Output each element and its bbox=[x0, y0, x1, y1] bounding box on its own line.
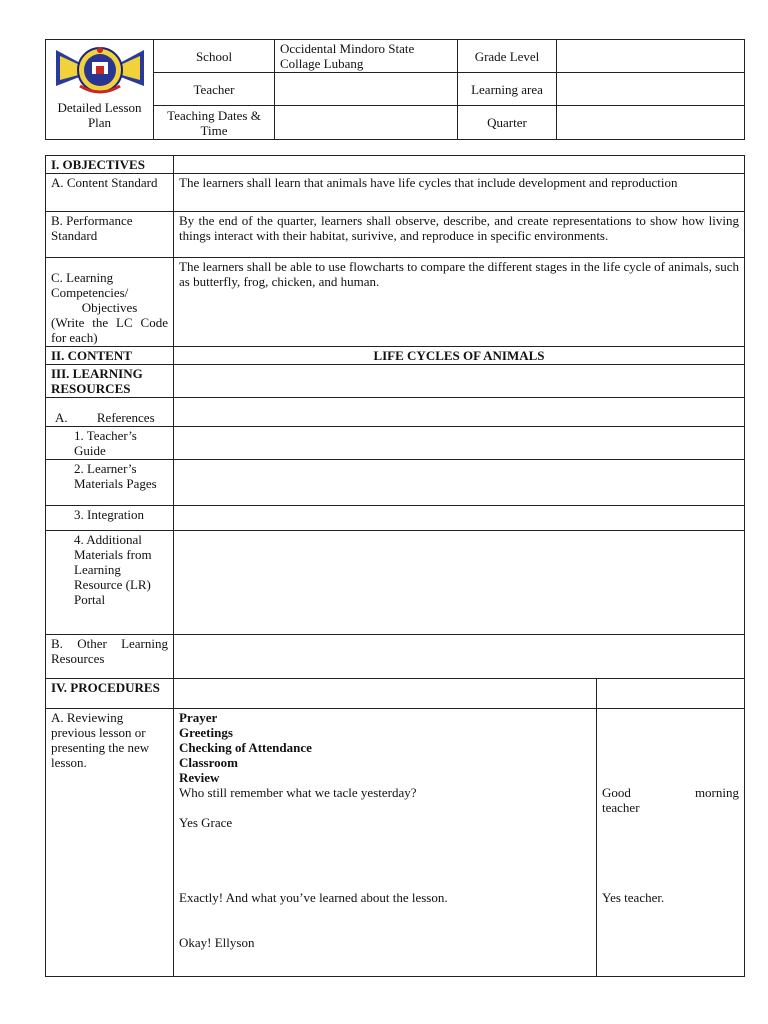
resource-value-integration[interactable] bbox=[174, 506, 745, 531]
resources-heading-cell bbox=[174, 365, 745, 398]
resource-num: 2. bbox=[74, 461, 84, 476]
quarter-label: Quarter bbox=[458, 106, 557, 140]
greetings-line: Greetings bbox=[179, 725, 233, 740]
response-good-morning bbox=[602, 785, 739, 800]
resource-item-integration bbox=[46, 506, 174, 531]
response-teacher-word: teacher bbox=[602, 800, 640, 815]
quarter-value[interactable] bbox=[557, 106, 745, 140]
school-seal-icon bbox=[54, 42, 146, 98]
references-label bbox=[46, 398, 174, 427]
call-ellyson-line: Okay! Ellyson bbox=[179, 935, 255, 950]
student-activity-cell bbox=[597, 709, 745, 977]
teaching-dates-value[interactable] bbox=[275, 106, 458, 140]
content-standard-label: A. Content Standard bbox=[46, 174, 174, 212]
step-a-label: A. Reviewing previous lesson or presenting the new lesson. bbox=[46, 709, 174, 977]
teacher-label: Teacher bbox=[154, 73, 275, 106]
competencies-label bbox=[46, 258, 174, 347]
resource-item-additional-materials bbox=[46, 531, 174, 635]
teacher-activity-cell bbox=[174, 709, 597, 977]
resource-num: 3. bbox=[74, 507, 84, 522]
call-grace-line: Yes Grace bbox=[179, 815, 233, 830]
lesson-plan-table bbox=[45, 155, 745, 977]
procedures-teacher-heading-cell bbox=[174, 679, 597, 709]
school-value: Occidental Mindoro State Collage Lubang bbox=[275, 40, 458, 73]
learning-area-label: Learning area bbox=[458, 73, 557, 106]
response-word: Good bbox=[602, 785, 631, 800]
content-title: LIFE CYCLES OF ANIMALS bbox=[174, 347, 745, 365]
school-label: School bbox=[154, 40, 275, 73]
resource-item-teachers-guide bbox=[46, 427, 174, 460]
resource-label: Teacher’s Guide bbox=[74, 428, 137, 458]
competencies-label-line3: (Write the LC Code for each) bbox=[51, 315, 168, 345]
other-resources-label: B. Other Learning Resources bbox=[46, 635, 174, 679]
resource-label: Learner’s Materials Pages bbox=[74, 461, 157, 491]
learning-area-value[interactable] bbox=[557, 73, 745, 106]
performance-standard-label: B. Performance Standard bbox=[46, 212, 174, 258]
resource-value-additional-materials[interactable] bbox=[174, 531, 745, 635]
classroom-line: Classroom bbox=[179, 755, 238, 770]
objectives-heading-cell bbox=[174, 156, 745, 174]
procedures-student-heading-cell bbox=[597, 679, 745, 709]
performance-standard-text: By the end of the quarter, learners shall observe, describe, and create representations to show how living things interact with their habitat, surivive, and reproduce in specific environments. bbox=[174, 212, 745, 258]
teacher-value[interactable] bbox=[275, 73, 458, 106]
logo-caption: Detailed Lesson Plan bbox=[57, 100, 142, 130]
resources-heading: III. LEARNING RESOURCES bbox=[46, 365, 174, 398]
competencies-label-line2: Objectives bbox=[81, 300, 138, 315]
resource-label: Additional Materials from Learning Resource (LR) Portal bbox=[74, 532, 152, 607]
header-table bbox=[45, 39, 745, 140]
objectives-heading: I. OBJECTIVES bbox=[46, 156, 174, 174]
competencies-text: The learners shall be able to use flowcharts to compare the different stages in the life cycle of animals, such as butterfly, frog, chicken, and human. bbox=[174, 258, 745, 347]
resource-value-teachers-guide[interactable] bbox=[174, 427, 745, 460]
teaching-dates-label: Teaching Dates & Time bbox=[154, 106, 275, 140]
resource-num: 4. bbox=[74, 532, 84, 547]
logo-cell bbox=[46, 40, 154, 140]
resource-label: Integration bbox=[87, 507, 145, 522]
resource-item-learners-materials bbox=[46, 460, 174, 506]
response-yes-teacher: Yes teacher. bbox=[602, 890, 665, 905]
content-standard-text: The learners shall learn that animals have life cycles that include development and reproduction bbox=[174, 174, 745, 212]
references-cell bbox=[174, 398, 745, 427]
resource-num: 1. bbox=[74, 428, 84, 443]
response-word: morning bbox=[694, 785, 739, 800]
prayer-line: Prayer bbox=[179, 710, 218, 725]
reply-line: Exactly! And what you’ve learned about the lesson. bbox=[179, 890, 448, 905]
competencies-label-line1: C. Learning Competencies/ bbox=[51, 270, 129, 300]
resource-value-learners-materials[interactable] bbox=[174, 460, 745, 506]
attendance-line: Checking of Attendance bbox=[179, 740, 312, 755]
procedures-heading: IV. PROCEDURES bbox=[46, 679, 174, 709]
references-label-text: A. References bbox=[55, 410, 155, 425]
question-line: Who still remember what we tacle yesterday? bbox=[179, 785, 417, 800]
other-resources-value[interactable] bbox=[174, 635, 745, 679]
content-heading: II. CONTENT bbox=[46, 347, 174, 365]
grade-level-label: Grade Level bbox=[458, 40, 557, 73]
grade-level-value[interactable] bbox=[557, 40, 745, 73]
review-line: Review bbox=[179, 770, 220, 785]
